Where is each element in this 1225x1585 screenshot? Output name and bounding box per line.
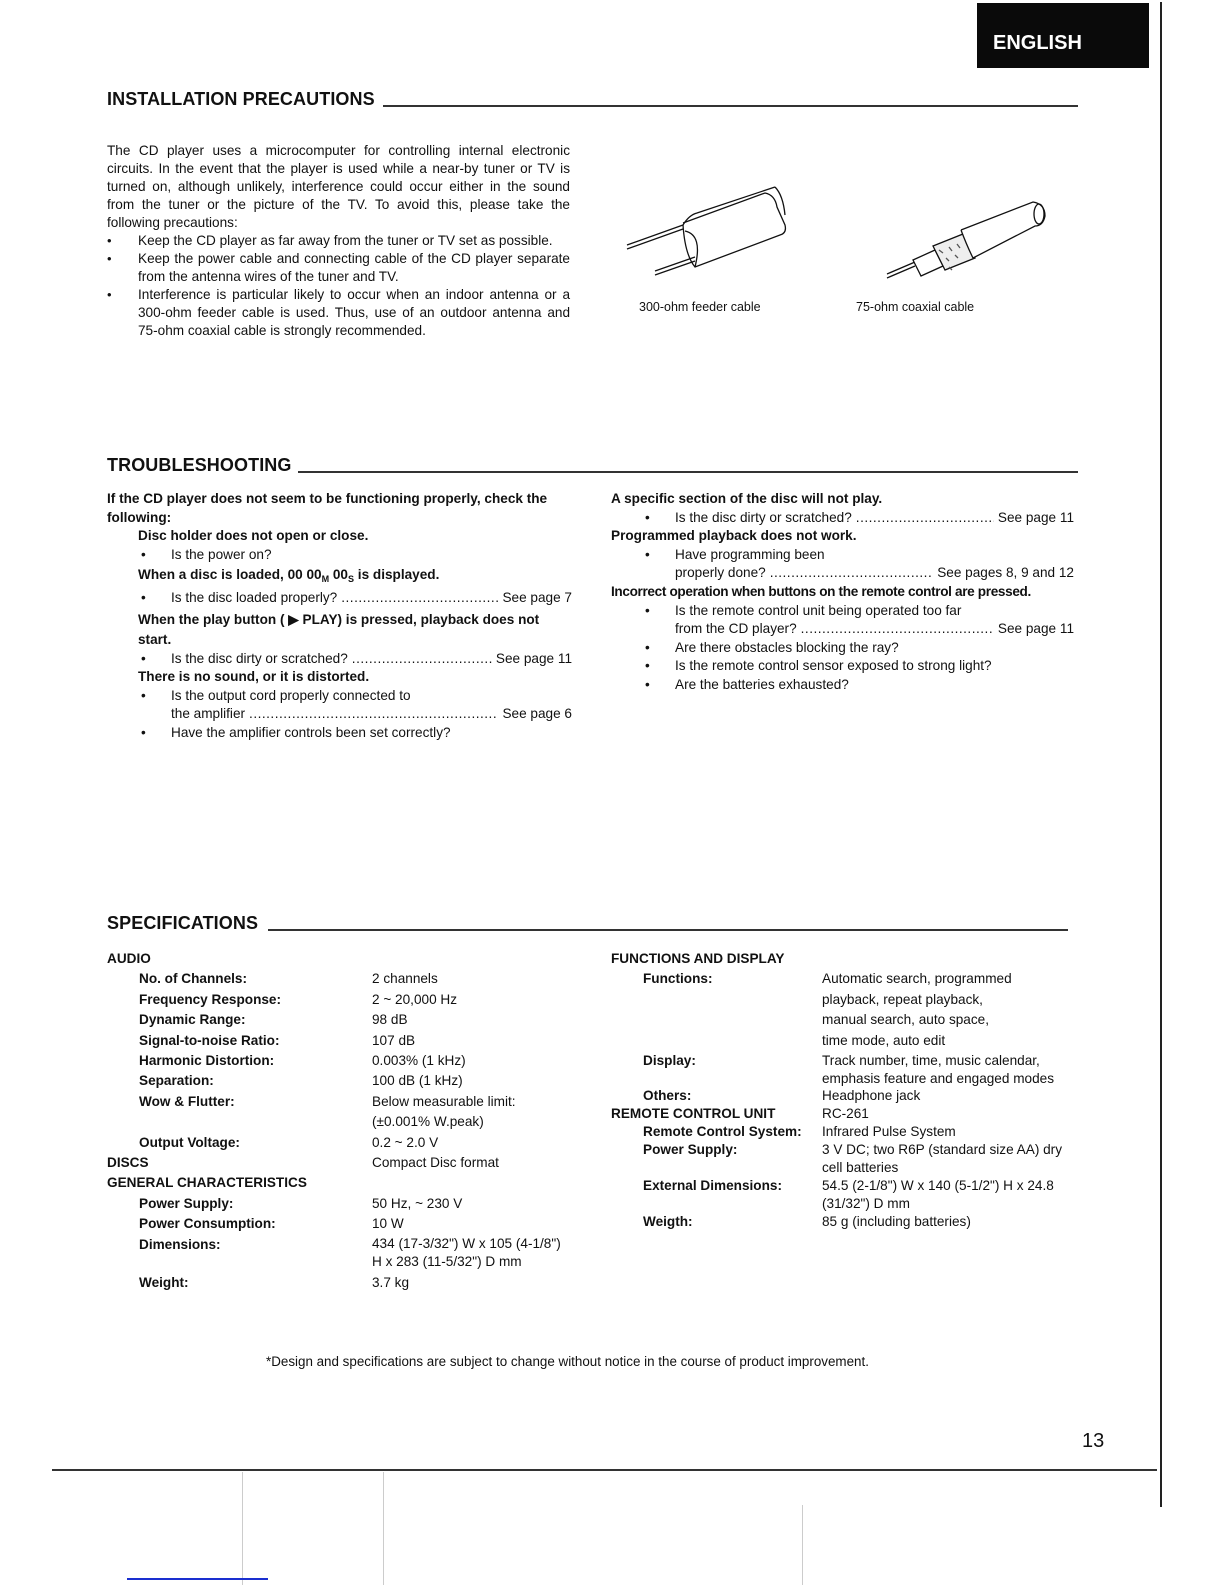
troubleshooting-left <box>107 490 572 743</box>
language-tab <box>977 3 1149 68</box>
spec-label: Remote Control System: <box>643 1124 802 1140</box>
spec-value: Below measurable limit: <box>372 1093 516 1109</box>
spec-value: 107 dB <box>372 1032 416 1048</box>
spec-label: Weigth: <box>643 1214 693 1230</box>
spec-value: 3.7 kg <box>372 1274 410 1290</box>
check-text: • Is the disc dirty or scratched? <box>171 650 348 666</box>
spec-value: 2 ~ 20,000 Hz <box>372 991 458 1007</box>
leader-dots <box>249 705 498 724</box>
spec-value: 85 g (including batteries) <box>822 1214 971 1230</box>
spec-value <box>822 1177 1054 1213</box>
problem-title: When the play button ( ▶ PLAY) is pressed, playback does not start. <box>138 611 540 647</box>
spec-category-functions: FUNCTIONS AND DISPLAY <box>611 951 785 966</box>
heading-rule <box>383 105 1078 107</box>
spec-label: Functions: <box>643 971 713 987</box>
spec-label: Harmonic Distortion: <box>139 1053 275 1069</box>
feeder-cable-illustration-icon <box>625 185 805 280</box>
value-line: 54.5 (2-1/8") W x 140 (5-1/2") H x 24.8 <box>822 1178 1054 1194</box>
spec-label: External Dimensions: <box>643 1178 782 1194</box>
value-line: Track number, time, music calendar, <box>822 1053 1040 1069</box>
spec-label: Frequency Response: <box>139 991 282 1007</box>
spec-label: Signal-to-noise Ratio: <box>139 1032 280 1048</box>
specifications-heading: SPECIFICATIONS <box>107 913 259 933</box>
spec-value: Compact Disc format <box>372 1155 499 1171</box>
value-line: playback, repeat playback, <box>822 991 983 1007</box>
leader-dots <box>856 509 994 528</box>
check-item: • Are there obstacles blocking the ray? <box>611 639 1074 658</box>
spec-category-remote: REMOTE CONTROL UNIT <box>611 1106 776 1122</box>
check-text: • Is the disc loaded properly? <box>171 589 338 605</box>
check-text: from the CD player? <box>675 621 797 637</box>
spec-label: Wow & Flutter: <box>139 1093 235 1109</box>
check-text: properly done? <box>675 565 766 581</box>
installation-intro: The CD player uses a microcomputer for controlling internal electronic circuits. In the event that the player is used while a near-by tuner or TV is turned on, although unlikely, interference could occur either in the sound from the tuner or the picture of the TV. To avoid this, please take the following precautions: <box>107 143 570 230</box>
check-item-continued <box>611 620 1074 639</box>
spec-label: Power Supply: <box>643 1142 738 1158</box>
check-item-continued <box>611 564 1074 583</box>
page-bottom-rule <box>52 1469 1157 1471</box>
spec-value: RC-261 <box>822 1106 869 1122</box>
check-item <box>611 509 1074 528</box>
leader-dots <box>352 650 492 669</box>
check-item-continued <box>107 705 572 724</box>
title-text: When a disc is loaded, 00 00 <box>138 567 322 583</box>
check-item <box>107 650 572 669</box>
scan-artifact-line <box>802 1505 803 1585</box>
spec-label: No. of Channels: <box>139 971 247 987</box>
spec-label: Others: <box>643 1088 692 1104</box>
check-item: • Have the amplifier controls been set correctly? <box>107 724 572 743</box>
check-item <box>107 589 572 608</box>
check-item: • Have programming been <box>611 546 1074 565</box>
spacer <box>107 1112 372 1132</box>
problem-title: Programmed playback does not work. <box>611 528 857 544</box>
spec-value: 98 dB <box>372 1012 408 1028</box>
problem-title: Disc holder does not open or close. <box>138 528 369 544</box>
specs-footnote: *Design and specifications are subject to change without notice in the course of product improvement. <box>266 1354 869 1369</box>
heading-rule <box>268 929 1068 931</box>
title-text: 00 <box>329 567 348 583</box>
spec-category-discs: DISCS <box>107 1155 149 1171</box>
value-line: 434 (17-3/32") W x 105 (4-1/8") <box>372 1235 561 1251</box>
page-reference: See pages 8, 9 and 12 <box>937 565 1074 581</box>
list-item: • Interference is particular likely to occur when an indoor antenna or a 300-ohm feeder cable is used. Thus, use of an outdoor antenna and 75-ohm coaxial cable is strongly recommended. <box>107 286 570 340</box>
value-line: 3 V DC; two R6P (standard size AA) dry <box>822 1142 1063 1158</box>
spec-label: Display: <box>643 1053 696 1069</box>
problem-title <box>107 566 572 589</box>
spec-value <box>822 1051 1054 1087</box>
spec-value: 2 channels <box>372 971 438 987</box>
page-number: 13 <box>1082 1430 1105 1452</box>
check-text: the amplifier <box>171 706 246 722</box>
spec-value: 0.003% (1 kHz) <box>372 1053 466 1069</box>
value-line: H x 283 (11-5/32") D mm <box>372 1253 522 1269</box>
subscript-m: M <box>321 574 330 585</box>
spec-value: 0.2 ~ 2.0 V <box>372 1134 439 1150</box>
coaxial-cable-caption: 75-ohm coaxial cable <box>856 300 975 314</box>
check-item: • Is the output cord properly connected to <box>107 687 572 706</box>
value-line: time mode, auto edit <box>822 1032 946 1048</box>
subscript-s: S <box>348 574 355 585</box>
value-line: Automatic search, programmed <box>822 971 1012 987</box>
spec-category-audio: AUDIO <box>107 951 151 966</box>
value-line: emphasis feature and engaged modes <box>822 1070 1055 1086</box>
specs-right <box>611 949 1081 1231</box>
troubleshooting-heading: TROUBLESHOOTING <box>107 455 292 475</box>
spec-label: Power Supply: <box>139 1195 234 1211</box>
problem-title: A specific section of the disc will not play. <box>611 491 883 506</box>
spec-value: (±0.001% W.peak) <box>372 1114 484 1130</box>
feeder-cable-caption: 300-ohm feeder cable <box>639 300 761 314</box>
spec-label: Output Voltage: <box>139 1134 240 1150</box>
problem-title: Incorrect operation when buttons on the remote control are pressed. <box>611 583 1031 599</box>
troubleshooting-intro: If the CD player does not seem to be functioning properly, check the following: <box>107 491 548 525</box>
spec-value: 50 Hz, ~ 230 V <box>372 1195 463 1211</box>
spec-label: Separation: <box>139 1073 214 1089</box>
specs-left <box>107 949 587 1293</box>
spec-category-general: GENERAL CHARACTERISTICS <box>107 1175 307 1191</box>
scan-artifact-line <box>242 1472 243 1585</box>
spec-value: 100 dB (1 kHz) <box>372 1073 463 1089</box>
spec-label: Power Consumption: <box>139 1216 276 1232</box>
heading-rule <box>298 471 1078 473</box>
leader-dots <box>341 589 498 608</box>
leader-dots <box>801 620 994 639</box>
spec-value: Headphone jack <box>822 1088 921 1104</box>
spec-value: 10 W <box>372 1216 404 1232</box>
problem-title: There is no sound, or it is distorted. <box>138 669 370 685</box>
check-text: • Is the disc dirty or scratched? <box>675 509 852 525</box>
coaxial-cable-illustration-icon <box>885 200 1050 285</box>
check-item: • Are the batteries exhausted? <box>611 676 1074 695</box>
check-item: • Is the remote control sensor exposed to strong light? <box>611 657 1074 676</box>
scan-artifact-line <box>383 1472 384 1585</box>
installation-heading: INSTALLATION PRECAUTIONS <box>107 89 375 109</box>
spec-label: Weight: <box>139 1274 189 1290</box>
page-reference: See page 11 <box>997 621 1074 637</box>
value-line: manual search, auto space, <box>822 1012 990 1028</box>
page-reference: See page 7 <box>502 589 572 605</box>
spec-label: Dimensions: <box>139 1236 221 1252</box>
page-reference: See page 11 <box>997 509 1074 525</box>
check-item: • Is the remote control unit being operated too far <box>611 602 1074 621</box>
list-item: • Keep the CD player as far away from the tuner or TV set as possible. <box>107 232 570 250</box>
spec-value <box>822 969 1012 1051</box>
leader-dots <box>770 564 933 583</box>
installation-bullets <box>107 232 570 340</box>
check-item: • Is the power on? <box>107 546 572 565</box>
language-label: ENGLISH <box>993 32 1082 54</box>
scan-artifact-blue-line <box>127 1578 268 1580</box>
spec-label: Dynamic Range: <box>139 1012 246 1028</box>
value-line: (31/32") D mm <box>822 1196 910 1212</box>
value-line: cell batteries <box>822 1160 899 1176</box>
spec-value: Infrared Pulse System <box>822 1124 956 1140</box>
page-reference: See page 11 <box>495 650 572 666</box>
page-edge-rule <box>1160 2 1162 1507</box>
installation-body <box>107 142 570 340</box>
spec-value <box>822 1141 1062 1177</box>
title-text: is displayed. <box>354 567 440 583</box>
list-item: • Keep the power cable and connecting cable of the CD player separate from the antenna wires of the tuner and TV. <box>107 250 570 286</box>
troubleshooting-right <box>611 490 1074 695</box>
spec-value <box>372 1235 561 1271</box>
page-reference: See page 6 <box>502 706 572 722</box>
